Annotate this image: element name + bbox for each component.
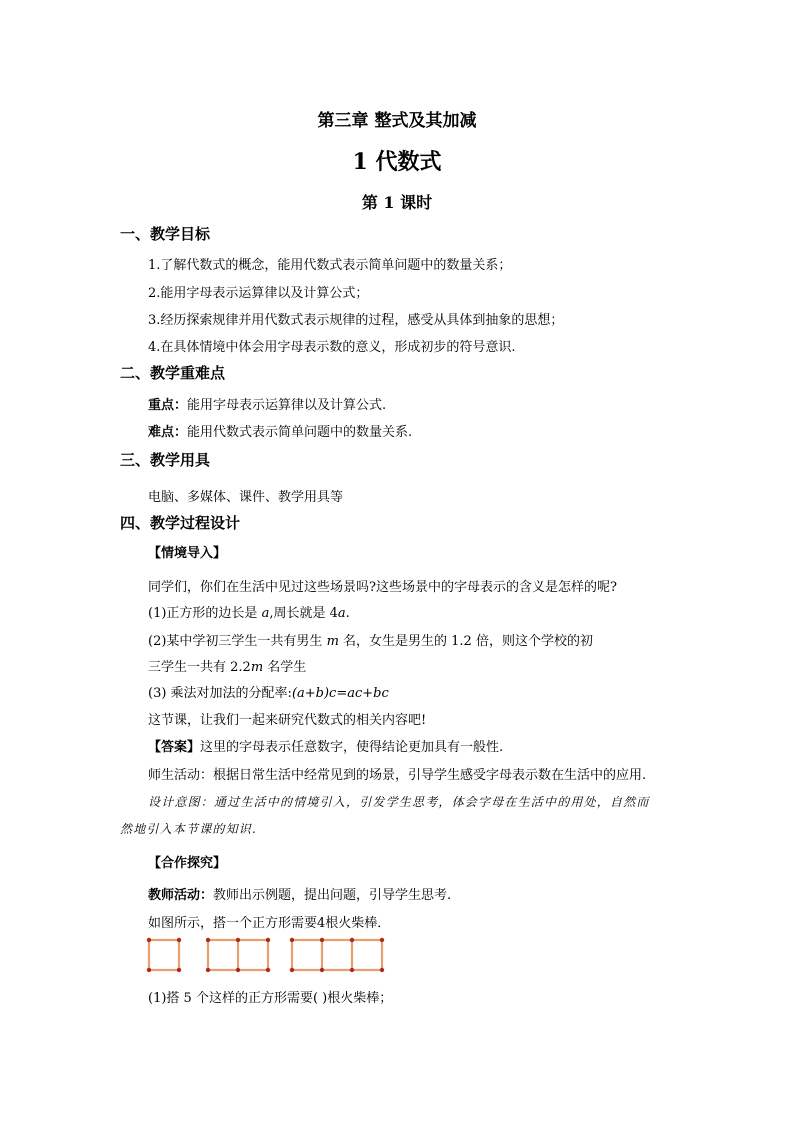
match-head (266, 968, 270, 972)
intro-item-2 (148, 630, 593, 649)
text-run: 名，女生是男生的 1.2 倍，则这个学校的初 (338, 634, 593, 649)
match-head (320, 968, 324, 972)
match-head (380, 968, 384, 972)
match-head (236, 938, 240, 942)
answer-label: 【答案】 (148, 740, 201, 755)
explore-heading: 【合作探究】 (148, 856, 227, 871)
section-heading-goals: 一、教学目标 (120, 225, 211, 243)
period-title: 第 1 课时 (361, 193, 433, 212)
match-head (350, 968, 354, 972)
match-head (177, 968, 181, 972)
intro-closing: 这节课，让我们一起来研究代数式的相关内容吧! (148, 713, 427, 728)
distributive-formula: (a+b)c=ac+bc (291, 686, 389, 701)
goal-item: 1.了解代数式的概念，能用代数式表示简单问题中的数量关系； (148, 258, 512, 273)
text-run: ,周长就是 4 (269, 606, 338, 621)
variable-a: a (337, 606, 346, 621)
intro-item-3 (148, 682, 389, 701)
match-head (350, 938, 354, 942)
match-head (147, 938, 151, 942)
variable-m: m (326, 634, 339, 649)
match-head (206, 938, 210, 942)
goal-item: 4.在具体情境中体会用字母表示数的意义，形成初步的符号意识. (148, 340, 516, 355)
teacher-text: 教师出示例题，提出问题，引导学生思考. (213, 888, 452, 903)
section-heading-process: 四、教学过程设计 (120, 514, 241, 532)
match-head (177, 938, 181, 942)
section-heading-tools: 三、教学用具 (120, 451, 211, 469)
text-run: (1)正方形的边长是 (148, 606, 262, 621)
key-text: 能用字母表示运算律以及计算公式. (187, 398, 387, 413)
text-run: . (345, 606, 350, 621)
match-head (236, 968, 240, 972)
match-head (290, 968, 294, 972)
text-run: 三学生一共有 2.2 (148, 660, 251, 675)
difficulty-text: 能用代数式表示简单问题中的数量关系. (187, 425, 413, 440)
match-head (290, 938, 294, 942)
section-heading-keypoints: 二、教学重难点 (120, 364, 226, 382)
explore-prompt: 如图所示，搭一个正方形需要4根火柴棒． (148, 916, 391, 931)
text-run: (2)某中学初三学生一共有男生 (148, 634, 327, 649)
key-label: 重点： (148, 398, 188, 413)
match-head (380, 938, 384, 942)
intro-heading: 【情境导入】 (148, 546, 227, 561)
activity-line: 师生活动：根据日常生活中经常见到的场景，引导学生感受字母表示数在生活中的应用. (148, 768, 647, 783)
text-run: (3) 乘法对加法的分配率: (148, 686, 292, 701)
design-intent-line2: 然地引入本节课的知识. (120, 822, 258, 836)
intro-item-1 (148, 602, 350, 621)
chapter-title: 第三章 整式及其加减 (317, 111, 477, 131)
variable-m: m (250, 660, 264, 675)
key-point-line (148, 394, 386, 413)
design-intent-line1: 设计意图：通过生活中的情境引入，引发学生思考，体会字母在生活中的用处，自然而 (148, 795, 650, 809)
goal-item: 2.能用字母表示运算律以及计算公式； (148, 286, 369, 301)
question-1: (1)搭 5 个这样的正方形需要( )根火柴棒； (148, 991, 393, 1006)
matchstick-figure (146, 937, 386, 973)
match-head (266, 938, 270, 942)
teacher-activity-line (148, 884, 451, 903)
matchstick-squares-image (146, 937, 386, 973)
difficulty-label: 难点： (148, 425, 188, 440)
text-run: 名学生 (263, 660, 307, 675)
intro-item-2-cont (148, 656, 306, 675)
match-head (147, 968, 151, 972)
answer-line (148, 736, 503, 755)
tools-text: 电脑、多媒体、课件、教学用具等 (148, 490, 344, 505)
variable-a: a (261, 606, 270, 621)
match-head (206, 968, 210, 972)
answer-text: 这里的字母表示任意数字，使得结论更加具有一般性. (200, 740, 504, 755)
teacher-label: 教师活动： (148, 888, 214, 903)
difficulty-line (148, 421, 412, 440)
lesson-title: 1 代数式 (352, 149, 442, 175)
intro-question: 同学们，你们在生活中见过这些场景吗?这些场景中的字母表示的含义是怎样的呢? (148, 580, 617, 595)
goal-item: 3.经历探索规律并用代数式表示规律的过程，感受从具体到抽象的思想； (148, 313, 564, 328)
match-head (320, 938, 324, 942)
